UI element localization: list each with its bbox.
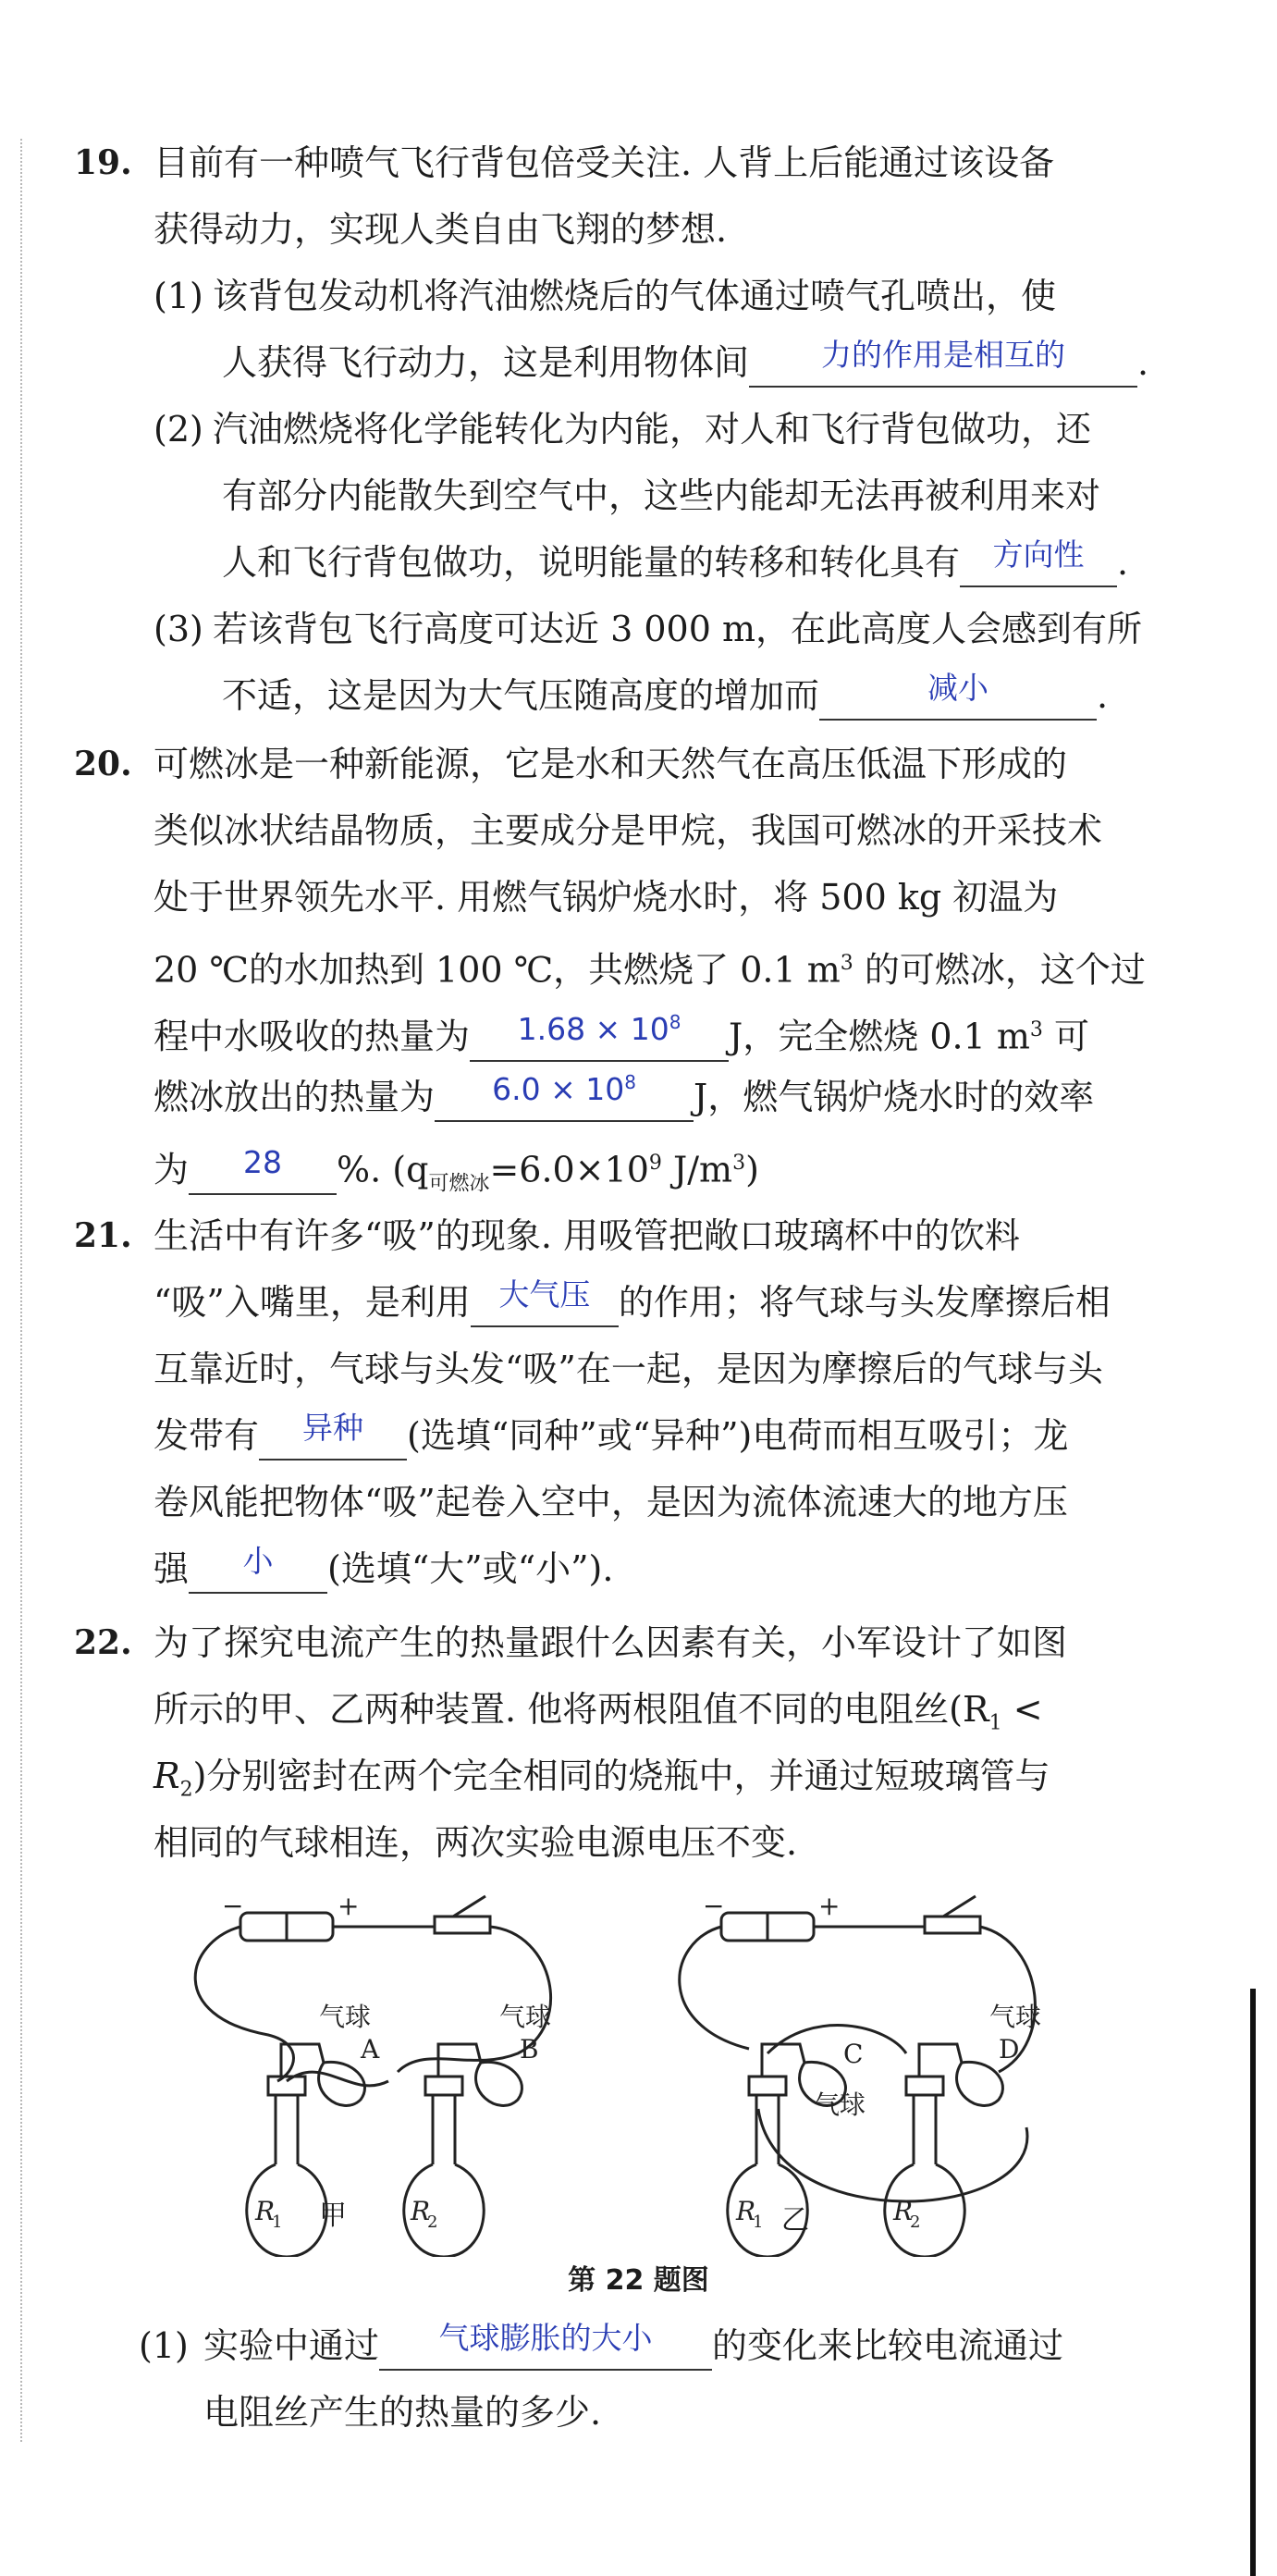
balloon-icon xyxy=(476,2062,522,2105)
resistor-subscript: 2 xyxy=(910,2212,921,2232)
question-text: 所示的甲、乙两种装置. 他将两根阻值不同的电阻丝(R xyxy=(153,1689,989,1730)
balloon-c-label: C xyxy=(843,2039,864,2069)
question-text: 生活中有许多“吸”的现象. 用吸管把敞口玻璃杯中的饮料 xyxy=(153,1215,1021,1256)
plus-label: + xyxy=(338,1891,360,1921)
handwritten-answer: 1.68 × 10 xyxy=(517,1010,669,1047)
question-20 xyxy=(74,731,1211,1197)
part-text: 人和飞行背包做功，说明能量的转移和转化具有 xyxy=(222,542,961,583)
balloon-b-label: B xyxy=(520,2034,539,2064)
question-text: 相同的气球相连，两次实验电源电压不变. xyxy=(153,1822,798,1863)
question-text: 类似冰状结晶物质，主要成分是甲烷，我国可燃冰的开采技术 xyxy=(153,810,1103,851)
part-label: (1) xyxy=(139,2325,189,2366)
question-text: 强 xyxy=(153,1548,190,1589)
resistor-label: R xyxy=(736,2196,756,2226)
question-text: (选填“大”或“小”). xyxy=(327,1548,614,1589)
question-text: 可 xyxy=(1042,1016,1089,1057)
answer-blank[interactable] xyxy=(471,1276,619,1327)
handwritten-answer: 气球膨胀的大小 xyxy=(438,2320,653,2356)
balloon-a-label: A xyxy=(361,2034,380,2064)
question-number: 20. xyxy=(74,745,132,783)
resistor-subscript: 1 xyxy=(272,2212,283,2232)
question-number: 21. xyxy=(74,1216,132,1255)
answer-blank[interactable] xyxy=(749,337,1137,388)
answer-blank[interactable] xyxy=(259,1410,407,1461)
question-text: )分别密封在两个完全相同的烧瓶中，并通过短玻璃管与 xyxy=(192,1756,1050,1796)
question-text: %. (q xyxy=(337,1149,429,1190)
question-text: ) xyxy=(745,1149,759,1190)
answer-exponent: 8 xyxy=(669,1010,681,1033)
part-text: 的变化来比较电流通过 xyxy=(712,2325,1064,2366)
question-text: 程中水吸收的热量为 xyxy=(153,1016,471,1057)
resistor-subscript: 2 xyxy=(427,2212,438,2232)
apparatus-yi xyxy=(680,1896,1036,2257)
question-text: 卷风能把物体“吸”起卷入空中，是因为流体流速大的地方压 xyxy=(153,1482,1068,1522)
part-label: (2) xyxy=(153,409,203,450)
part-text: 电阻丝产生的热量的多少. xyxy=(203,2392,602,2433)
handwritten-answer: 方向性 xyxy=(992,536,1085,573)
question-22 xyxy=(74,1609,1211,1876)
figure-label-yi: 乙 xyxy=(781,2204,809,2237)
balloon-label: 气球 xyxy=(319,2002,372,2032)
stopper xyxy=(268,2077,305,2095)
question-number: 19. xyxy=(74,143,132,182)
plus-label: + xyxy=(818,1891,841,1921)
question-text: “吸”入嘴里，是利用 xyxy=(153,1282,471,1323)
question-text: 为 xyxy=(153,1149,190,1190)
resistor-subscript: 1 xyxy=(753,2212,764,2232)
circuit-figure xyxy=(166,1887,1128,2257)
subscript: 可燃冰 xyxy=(428,1172,490,1196)
question-text: 为了探究电流产生的热量跟什么因素有关，小军设计了如图 xyxy=(153,1622,1068,1663)
handwritten-answer: 减小 xyxy=(927,670,989,706)
switch-icon xyxy=(925,1917,980,1933)
part-text: 汽油燃烧将化学能转化为内能，对人和飞行背包做功，还 xyxy=(213,409,1092,450)
apparatus-jia xyxy=(195,1896,550,2257)
balloon-label: 气球 xyxy=(499,2002,552,2032)
question-text: 的作用；将气球与头发摩擦后相 xyxy=(618,1282,1111,1323)
question-text: 20 ℃的水加热到 100 ℃，共燃烧了 0.1 m xyxy=(153,949,841,991)
question-text: 处于世界领先水平. 用燃气锅炉烧水时，将 500 kg 初温为 xyxy=(153,877,1059,918)
part-label: (3) xyxy=(153,609,203,649)
part-text: 不适，这是因为大气压随高度的增加而 xyxy=(222,675,820,716)
switch-icon xyxy=(435,1917,490,1933)
question-text: J/m xyxy=(661,1149,733,1190)
question-text: =6.0×10 xyxy=(489,1149,649,1190)
question-21 xyxy=(74,1202,1211,1602)
balloon-label: 气球 xyxy=(989,2002,1042,2032)
answer-exponent: 8 xyxy=(624,1071,636,1093)
figure-label-jia: 甲 xyxy=(319,2200,347,2232)
question-text: J，燃气锅炉烧水时的效率 xyxy=(694,1077,1095,1117)
wire xyxy=(195,1927,293,2081)
handwritten-answer: 28 xyxy=(243,1143,283,1180)
balloon-label: 气球 xyxy=(814,2089,866,2120)
answer-blank[interactable] xyxy=(189,1543,327,1594)
answer-blank[interactable] xyxy=(470,1010,729,1062)
resistor-label: R xyxy=(255,2196,276,2226)
resistor-symbol: R xyxy=(153,1756,180,1796)
part-label: (1) xyxy=(153,276,203,316)
part-text: 有部分内能散失到空气中，这些内能却无法再被利用来对 xyxy=(222,475,1101,516)
figure-caption: 第 22 题图 xyxy=(568,2264,709,2297)
question-text: 互靠近时，气球与头发“吸”在一起，是因为摩擦后的气球与头 xyxy=(153,1349,1103,1389)
balloon-icon xyxy=(957,2062,1003,2105)
superscript: 3 xyxy=(732,1152,746,1175)
part-text: 人获得飞行动力，这是利用物体间 xyxy=(222,342,750,383)
question-text: 发带有 xyxy=(153,1415,260,1456)
minus-label: − xyxy=(222,1891,244,1921)
question-text: < xyxy=(1001,1689,1043,1730)
question-text: 燃冰放出的热量为 xyxy=(153,1077,436,1117)
subscript: 2 xyxy=(179,1778,193,1802)
handwritten-answer: 大气压 xyxy=(498,1276,591,1313)
handwritten-answer: 小 xyxy=(242,1543,274,1579)
answer-blank[interactable] xyxy=(189,1143,337,1195)
part-text: 该背包发动机将汽油燃烧后的气体通过喷气孔喷出，使 xyxy=(213,276,1057,316)
superscript: 3 xyxy=(840,952,853,975)
answer-blank[interactable] xyxy=(819,670,1097,721)
question-text: 的可燃冰，这个过 xyxy=(853,949,1146,991)
question-text: (选填“同种”或“异种”)电荷而相互吸引；龙 xyxy=(407,1415,1069,1456)
superscript: 3 xyxy=(1029,1018,1043,1041)
question-number: 22. xyxy=(74,1623,132,1662)
balloon-d-label: D xyxy=(999,2034,1020,2064)
part-text: 若该背包飞行高度可达近 3 000 m，在此高度人会感到有所 xyxy=(213,609,1142,649)
margin-dotted-line xyxy=(20,139,22,2442)
question-text: 目前有一种喷气飞行背包倍受关注. 人背上后能通过该设备 xyxy=(153,142,1055,183)
question-22-part-1 xyxy=(74,2312,1211,2446)
subscript: 1 xyxy=(988,1711,1002,1735)
question-text: 可燃冰是一种新能源，它是水和天然气在高压低温下形成的 xyxy=(153,744,1068,784)
handwritten-answer: 力的作用是相互的 xyxy=(821,337,1066,373)
part-text: 实验中通过 xyxy=(203,2325,380,2366)
question-text: 获得动力，实现人类自由飞翔的梦想. xyxy=(153,209,728,250)
question-text: J，完全燃烧 0.1 m xyxy=(729,1016,1030,1057)
answer-blank[interactable] xyxy=(960,536,1117,587)
resistor-label: R xyxy=(411,2196,431,2226)
question-19: 19. 目前有一种喷气飞行背包倍受关注. 人背上后能通过该设备 获得动力，实现人类自由飞翔的梦想. (1) 该背包发动机将汽油燃烧后的气体通过喷气孔喷出，使 人获得飞行动力，这是利用物体间 力的作用是相互的 . (2) 汽油燃烧将化学能转化为内能，对人和飞行背包做功，还 有部分内能散失到空气中，这些内能却无法再被利用来对 人和飞行背包做功，说明能量的转移和转化具有 方向性 . (3) 若该背包飞行高度可达近 3 000 m，在此高度人会感到有所 不适，这是因为大气压随高度的增加而 减小 . xyxy=(74,129,1211,729)
resistor-label: R xyxy=(893,2196,914,2226)
minus-label: − xyxy=(703,1891,725,1921)
handwritten-answer: 6.0 × 10 xyxy=(492,1071,625,1107)
handwritten-answer: 异种 xyxy=(302,1410,364,1446)
superscript: 9 xyxy=(648,1152,662,1175)
answer-blank[interactable] xyxy=(379,2320,712,2371)
answer-blank[interactable] xyxy=(435,1070,694,1122)
